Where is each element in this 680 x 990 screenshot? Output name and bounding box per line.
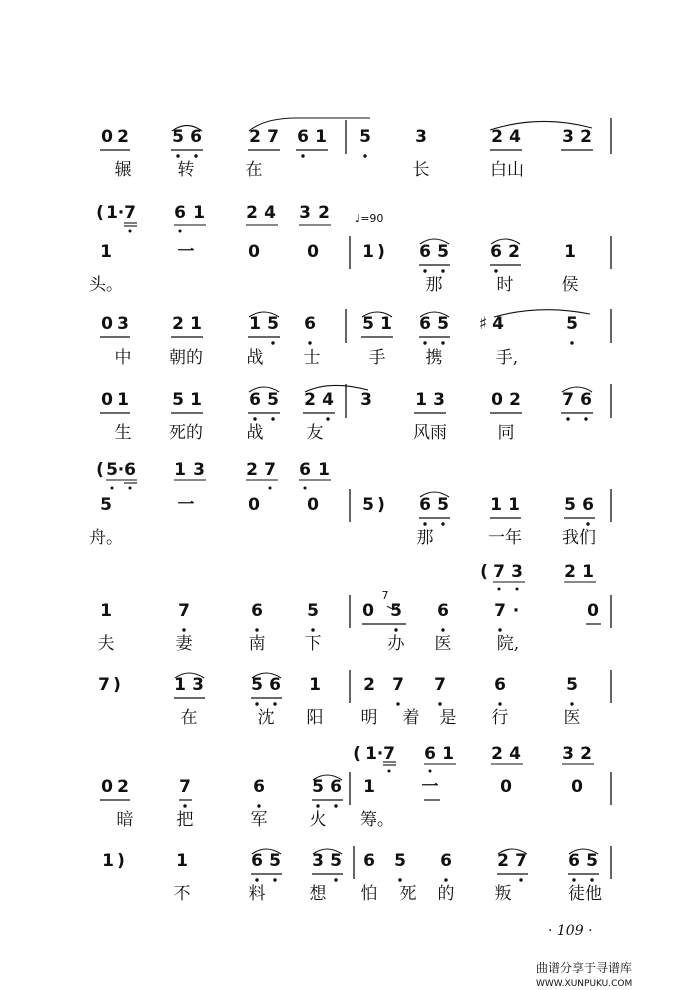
note: 6 <box>419 495 431 515</box>
note: 6 <box>330 777 342 797</box>
accompaniment-note: 4 <box>509 744 521 764</box>
note: 6 <box>582 495 594 515</box>
accompaniment-note: 6 <box>174 203 186 223</box>
note: 7 <box>392 675 404 695</box>
lyric: 院, <box>496 634 520 654</box>
note: 5 <box>437 242 449 262</box>
lyric: 一年 <box>488 528 522 548</box>
note: 2 <box>508 242 520 262</box>
note: 2 <box>497 851 509 871</box>
lyric: 风雨 <box>413 423 447 443</box>
lyric: 火 <box>309 810 327 830</box>
accompaniment-note: 7 <box>493 562 505 582</box>
lyric: 长 <box>412 160 430 180</box>
accompaniment-note: 4 <box>264 203 276 223</box>
note: 4 <box>322 390 334 410</box>
note: 0 <box>101 777 113 797</box>
note: 7 <box>562 390 574 410</box>
note: 6 <box>251 601 263 621</box>
note: 7 <box>178 601 190 621</box>
note: 6 <box>440 851 452 871</box>
note: 5 <box>362 495 374 515</box>
note: 5 <box>312 777 324 797</box>
accompaniment-note: 3 <box>299 203 311 223</box>
note: 0 <box>101 390 113 410</box>
accompaniment-note: · <box>117 460 125 480</box>
accompaniment-note: 5 <box>106 460 118 480</box>
note: 0 <box>491 390 503 410</box>
note: 5 <box>172 390 184 410</box>
note: 5 <box>566 314 578 334</box>
note: 6 <box>494 675 506 695</box>
note: 一 <box>421 777 439 797</box>
lyric: 沈 <box>257 708 275 728</box>
accompaniment-note: 2 <box>564 562 576 582</box>
note: 5 <box>330 851 342 871</box>
accompaniment-note: 1 <box>318 460 330 480</box>
lyric: 南 <box>248 634 266 654</box>
note: 5 <box>267 390 279 410</box>
lyric: 不 <box>173 884 191 904</box>
accompaniment-note: 2 <box>246 460 258 480</box>
lyric: 友 <box>306 423 324 443</box>
note: 4 <box>509 127 521 147</box>
lyric: 中 <box>114 348 132 368</box>
note: 6 <box>249 390 261 410</box>
accompaniment-note: 7 <box>124 203 136 223</box>
accompaniment-note: ( <box>480 562 488 582</box>
note: 0 <box>307 495 319 515</box>
lyric: 阳 <box>306 708 324 728</box>
lyric: 暗 <box>116 810 134 830</box>
lyric: 手, <box>495 348 519 368</box>
lyric: 医 <box>563 708 581 728</box>
note: 7 <box>515 851 527 871</box>
note: 0 <box>248 242 260 262</box>
note: 5 <box>359 127 371 147</box>
note: 6 <box>253 777 265 797</box>
note: 1 <box>100 601 112 621</box>
note: 5 <box>437 314 449 334</box>
note: 1 <box>117 390 129 410</box>
note: 0 <box>101 127 113 147</box>
note: 7 <box>434 675 446 695</box>
accompaniment-note: 1 <box>193 203 205 223</box>
note: 1 <box>102 851 114 871</box>
note: 0 <box>571 777 583 797</box>
accompaniment-note: ( <box>96 460 104 480</box>
note: 0 <box>101 314 113 334</box>
note: 3 <box>415 127 427 147</box>
note: 2 <box>580 127 592 147</box>
note: 2 <box>363 675 375 695</box>
note: 2 <box>172 314 184 334</box>
lyric: 想 <box>309 884 327 904</box>
note: ) <box>377 495 385 515</box>
note: 6 <box>490 242 502 262</box>
note: 1 <box>100 242 112 262</box>
note: ) <box>113 675 121 695</box>
note: 5 <box>172 127 184 147</box>
note: 6 <box>437 601 449 621</box>
lyric: 那 <box>416 528 434 548</box>
note: 3 <box>433 390 445 410</box>
lyric: 把 <box>176 810 194 830</box>
lyric: 在 <box>245 160 263 180</box>
note: 1 <box>415 390 427 410</box>
note: 6 <box>269 675 281 695</box>
note: 2 <box>117 777 129 797</box>
note: 0 <box>248 495 260 515</box>
note: 6 <box>568 851 580 871</box>
note: 1 <box>190 390 202 410</box>
note: 3 <box>562 127 574 147</box>
lyric: 筹。 <box>360 810 394 830</box>
note: 5 <box>564 495 576 515</box>
note: 6 <box>419 242 431 262</box>
note: 3 <box>117 314 129 334</box>
note: 1 <box>363 777 375 797</box>
accompaniment-note: 1 <box>174 460 186 480</box>
lyric: 战 <box>246 348 264 368</box>
lyric: 白山 <box>490 160 524 180</box>
lyric: 怕 <box>360 884 378 904</box>
note: 5 <box>390 601 402 621</box>
note: 一 <box>177 495 195 515</box>
accompaniment-note: 2 <box>580 744 592 764</box>
note: 一 <box>177 242 195 262</box>
lyric: 战 <box>246 423 264 443</box>
accompaniment-note: 1 <box>582 562 594 582</box>
note: 1 <box>190 314 202 334</box>
lyric: 生 <box>114 423 132 443</box>
lyric: 转 <box>177 160 195 180</box>
note: 2 <box>491 127 503 147</box>
lyric: 同 <box>497 423 515 443</box>
note: 5 <box>307 601 319 621</box>
page-number: · 109 · <box>548 923 593 939</box>
note: 7 <box>494 601 506 621</box>
accompaniment-note: 2 <box>318 203 330 223</box>
grace-note: 7 <box>381 589 389 602</box>
note: ♯ <box>478 314 488 334</box>
lyric: 料 <box>248 884 266 904</box>
tempo-mark: ♩=90 <box>355 212 384 225</box>
note: 1 <box>174 675 186 695</box>
note: 5 <box>394 851 406 871</box>
lyric: 行 <box>491 708 509 728</box>
note: 6 <box>304 314 316 334</box>
lyric: 叛 <box>494 884 512 904</box>
note: 6 <box>251 851 263 871</box>
lyric: 那 <box>425 275 443 295</box>
note: 1 <box>564 242 576 262</box>
note: 5 <box>362 314 374 334</box>
lyric: 办 <box>387 634 405 654</box>
note: 0 <box>587 601 599 621</box>
note: 0 <box>500 777 512 797</box>
note: 6 <box>297 127 309 147</box>
note: 6 <box>419 314 431 334</box>
note: 1 <box>508 495 520 515</box>
note: 1 <box>176 851 188 871</box>
note: 1 <box>249 314 261 334</box>
note: 3 <box>312 851 324 871</box>
note: 2 <box>117 127 129 147</box>
lyric: 是 <box>439 708 457 728</box>
notes-layer <box>89 127 602 904</box>
note: ) <box>117 851 125 871</box>
accompaniment-note: 6 <box>424 744 436 764</box>
lyric: 舟。 <box>89 528 123 548</box>
lyric: 时 <box>496 275 514 295</box>
note: 1 <box>490 495 502 515</box>
accompaniment-note: 7 <box>383 744 395 764</box>
note: 5 <box>267 314 279 334</box>
note: 5 <box>100 495 112 515</box>
accompaniment-note: 3 <box>511 562 523 582</box>
note: 5 <box>269 851 281 871</box>
lyric: 手 <box>368 348 386 368</box>
lyric: 死 <box>399 884 417 904</box>
accompaniment-note: 2 <box>246 203 258 223</box>
note: ) <box>377 242 385 262</box>
accompaniment-note: 2 <box>491 744 503 764</box>
note: 7 <box>179 777 191 797</box>
accompaniment-note: 6 <box>124 460 136 480</box>
lyric: 死的 <box>169 423 203 443</box>
note: 6 <box>363 851 375 871</box>
accompaniment-note: ( <box>353 744 361 764</box>
note: 3 <box>360 390 372 410</box>
lyric: 下 <box>304 634 322 654</box>
note: 7 <box>267 127 279 147</box>
note: 1 <box>315 127 327 147</box>
accompaniment-note: 1 <box>442 744 454 764</box>
accompaniment-note: 1 <box>106 203 118 223</box>
lyric: 士 <box>303 348 321 368</box>
accompaniment-note: ( <box>96 203 104 223</box>
accompaniment-note: 7 <box>264 460 276 480</box>
lyric: 夫 <box>97 634 115 654</box>
note: 1 <box>309 675 321 695</box>
lyric: 携 <box>425 348 443 368</box>
note: 2 <box>249 127 261 147</box>
note: 7 <box>98 675 110 695</box>
note: 1 <box>362 242 374 262</box>
watermark-url: WWW.XUNPUKU.COM <box>536 979 633 989</box>
lyric: 着 <box>402 708 420 728</box>
accompaniment-note: · <box>376 744 384 764</box>
accompaniment-note: · <box>117 203 125 223</box>
accompaniment-note: 3 <box>562 744 574 764</box>
note: · <box>512 601 520 621</box>
lyric: 头。 <box>89 275 123 295</box>
note: 2 <box>509 390 521 410</box>
note: 1 <box>380 314 392 334</box>
note: 6 <box>580 390 592 410</box>
lyric: 医 <box>434 634 452 654</box>
lyric: 妻 <box>175 634 193 654</box>
note: 5 <box>251 675 263 695</box>
note: 0 <box>362 601 374 621</box>
lyric: 徒他 <box>568 884 602 904</box>
lyric: 侯 <box>561 275 579 295</box>
lyric: 在 <box>180 708 198 728</box>
note: 6 <box>190 127 202 147</box>
lyric: 朝的 <box>169 348 203 368</box>
lyric: 军 <box>250 810 268 830</box>
lyric: 明 <box>360 708 378 728</box>
accompaniment-note: 3 <box>193 460 205 480</box>
note: 5 <box>437 495 449 515</box>
note: 5 <box>586 851 598 871</box>
note: 3 <box>192 675 204 695</box>
note: 5 <box>566 675 578 695</box>
note: 0 <box>307 242 319 262</box>
note: 2 <box>304 390 316 410</box>
lyric: 我们 <box>562 528 596 548</box>
note: 4 <box>492 314 504 334</box>
watermark-site: 曲谱分享于寻谱库 <box>536 961 633 975</box>
accompaniment-note: 6 <box>299 460 311 480</box>
lyric: 辗 <box>114 160 132 180</box>
accompaniment-note: 1 <box>365 744 377 764</box>
lyric: 的 <box>437 884 455 904</box>
